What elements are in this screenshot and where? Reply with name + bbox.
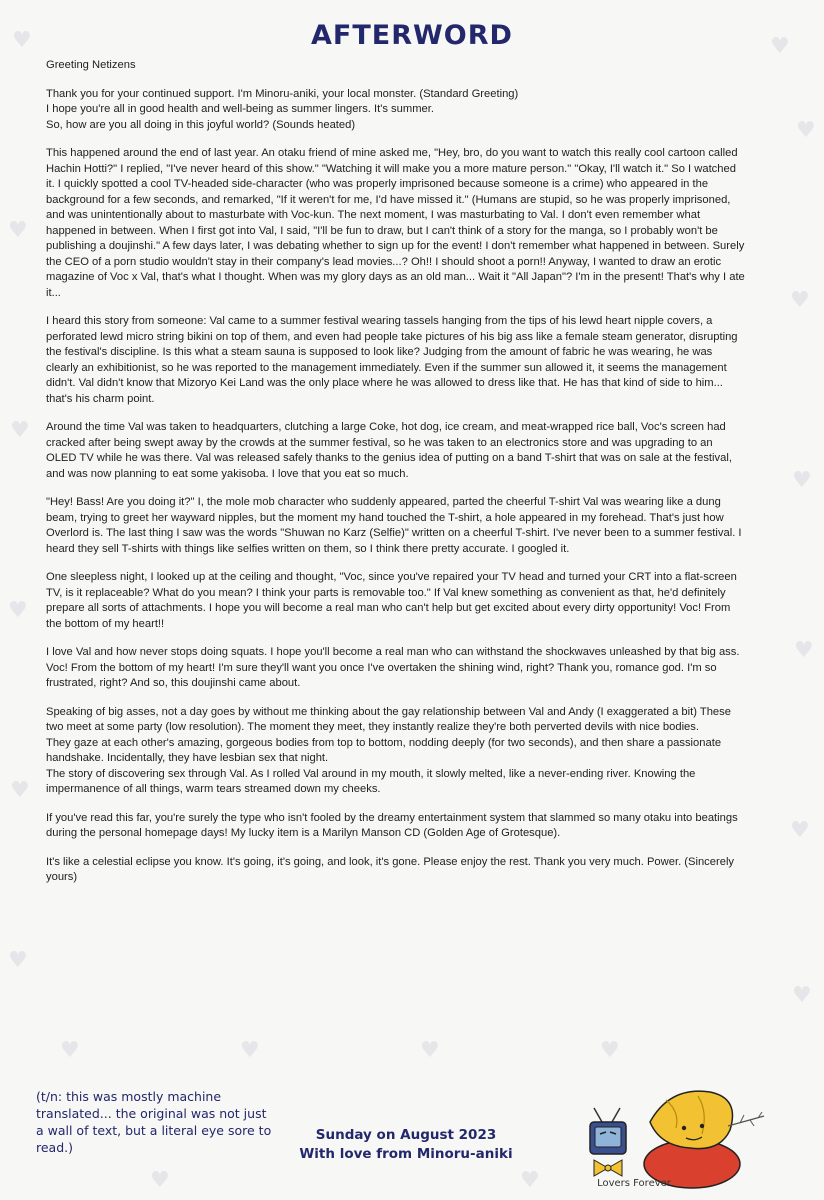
signoff-date: Sunday on August 2023 <box>315 1127 497 1143</box>
heart-icon: ♥ <box>792 468 812 493</box>
heart-icon: ♥ <box>794 638 814 663</box>
body-paragraph: Around the time Val was taken to headquarters, clutching a large Coke, hot dog, ice cream, and meat-wrapped rice ball, Voc's screen had cracked after being swept away by the crowds at the summer festival, so he was taken to an electronics store and was upgrading to an OLED TV while he was there. Val was released safely thanks to the genius idea of putting on a band T-shirt that was on sale at the festival, and was now planning to eat some yakisoba. I love that you eat so much. <box>46 421 732 480</box>
body-paragraph: One sleepless night, I looked up at the ceiling and thought, "Voc, since you've repaired your TV head and turned your CRT into a flat-screen TV, is it replaceable? What do you mean? I think your parts is removable too." If Val knew something as convenient as that, he'd definitely prepare all sorts of attachments. I hope you will become a real man who can't help but get excited about every dirty opportunity! Voc! From the bottom of my heart!! <box>46 571 737 630</box>
heart-icon: ♥ <box>792 983 812 1008</box>
heart-icon: ♥ <box>10 418 30 443</box>
heart-icon: ♥ <box>10 778 30 803</box>
heart-icon: ♥ <box>600 1038 620 1063</box>
illustration-caption: Lovers Forever <box>597 1178 671 1189</box>
heart-icon: ♥ <box>520 1168 540 1193</box>
page-title: AFTERWORD <box>311 20 513 51</box>
heart-icon: ♥ <box>790 288 810 313</box>
heart-icon: ♥ <box>240 1038 260 1063</box>
heart-icon: ♥ <box>12 28 32 53</box>
tv-character-drawing <box>590 1108 626 1176</box>
body-paragraph: Speaking of big asses, not a day goes by without me thinking about the gay relationship between Val and Andy (I exaggerated a bit) These two meet at some party (low resolution). The moment they meet, they instantly realize they're both perverted devils with nice bodies. They gaze at each other's amazing, gorgeous bodies from top to bottom, nodding deeply (for two seconds), and then share a passionate handshake. Incidentally, they have lesbian sex that night. The story of discovering sex through Val. As I rolled Val around in my mouth, it slowly melted, like a never-ending river. Knowing the impermanence of all things, warm tears streamed down my cheeks. <box>46 705 731 795</box>
signoff <box>296 1126 516 1164</box>
afterword-body <box>46 58 746 899</box>
greeting-paragraph: Greeting Netizens <box>46 59 136 71</box>
heart-icon: ♥ <box>8 218 28 243</box>
signoff-author: With love from Minoru-aniki <box>299 1146 513 1162</box>
heart-icon: ♥ <box>770 34 790 59</box>
body-paragraph: "Hey! Bass! Are you doing it?" I, the mole mob character who suddenly appeared, parted the cheerful T-shirt Val was wearing like a dung beam, trying to greet her wayward nipples, but the moment my hand touched the T-shirt, a hole appeared in my forehead. That's just how Overlord is. The last thing I saw was the words "Shuwan no Karz (Selfie)" written on a cheerful T-shirt. I've never been to a summer festival. I heard they sell T-shirts with things like selfies written on them, so I think there pretty accurate. I googled it. <box>46 496 742 555</box>
translator-note: (t/n: this was mostly machine translated... the original was not just a wall of text, but a literal eye sore to read.) <box>36 1089 272 1155</box>
body-paragraph: I heard this story from someone: Val came to a summer festival wearing tassels hanging from the tips of his lewd heart nipple covers, a perforated lewd micro string bikini on top of them, and even had people take pictures of his big ass like a female steam generator, disrupting the festival's discipline. Is this what a steam sauna is supposed to look like? Judging from the amount of fabric he was wearing, he was clearly an exhibitionist, so he was reported to the management immediately. Even if the summer sun allowed it, it seems the management didn't. Val didn't know that Mizoryo Kei Land was the only place where he was allowed to dress like that. He has that kind of side to him... that's his charm point. <box>46 315 738 405</box>
heart-icon: ♥ <box>150 1168 170 1193</box>
heart-icon: ♥ <box>790 818 810 843</box>
heart-icon: ♥ <box>420 1038 440 1063</box>
body-paragraph: If you've read this far, you're surely the type who isn't fooled by the dreamy entertainment system that slammed so many otaku into beatings during the personal homepage days! My lucky item is a Marilyn Manson CD (Golden Age of Grotesque). <box>46 811 738 839</box>
intro-paragraph: Thank you for your continued support. I'm Minoru-aniki, your local monster. (Standard Greeting) I hope you're all in good health and well-being as summer lingers. It's summer. So, how are you all doing in this joyful world? (Sounds heated) <box>46 87 519 131</box>
closing-paragraph: It's like a celestial eclipse you know. It's going, it's going, and look, it's gone. Please enjoy the rest. Thank you very much. Power. (Sincerely yours) <box>46 855 735 883</box>
heart-icon: ♥ <box>60 1038 80 1063</box>
heart-icon: ♥ <box>8 598 28 623</box>
body-paragraph: I love Val and how never stops doing squats. I hope you'll become a real man who can withstand the shockwaves unleashed by that big ass. Voc! From the bottom of my heart! I'm sure they'll want you once I've overtaken the shining wind, right? Thank you, romance god. I'm so frustrated, right? And so, this doujinshi came about. <box>46 646 740 689</box>
blonde-character-drawing <box>644 1091 764 1188</box>
heart-icon: ♥ <box>8 948 28 973</box>
body-paragraph: This happened around the end of last year. An otaku friend of mine asked me, "Hey, bro, do you want to watch this really cool cartoon called Hachin Hotti?" I replied, "I've never heard of this show." "Watching it will make you a more mature person." "Okay, I'll watch it." So I watched it. I quickly spotted a cool TV-headed side-character (who was properly imprisoned because someone is a crime) who appeared in the background for a few seconds, and remarked, "If it weren't for me, I'd have missed it." (Humans are stupid, so he was properly imprisoned, and was unintentionally about to masturbate with Voc-kun. The next moment, I was masturbating to Val. I don't even remember what happened in between. When I first got into Val, I said, "I'll be fun to draw, but I can't think of a story for the manga, so I probably won't be publishing a doujinshi." A few days later, I was debating whether to sign up for the event! I don't remember what happened in between. Surely the CEO of a porn studio wouldn't stay in their company's lead movies...? Oh!! I should shoot a porn!! Anyway, I wanted to draw an erotic magazine of Voc x Val, that's what I thought. When was my glory days as an old man... Wait it "All Japan"? I'm in the present! That's why I ate it... <box>46 147 745 299</box>
heart-icon: ♥ <box>796 118 816 143</box>
